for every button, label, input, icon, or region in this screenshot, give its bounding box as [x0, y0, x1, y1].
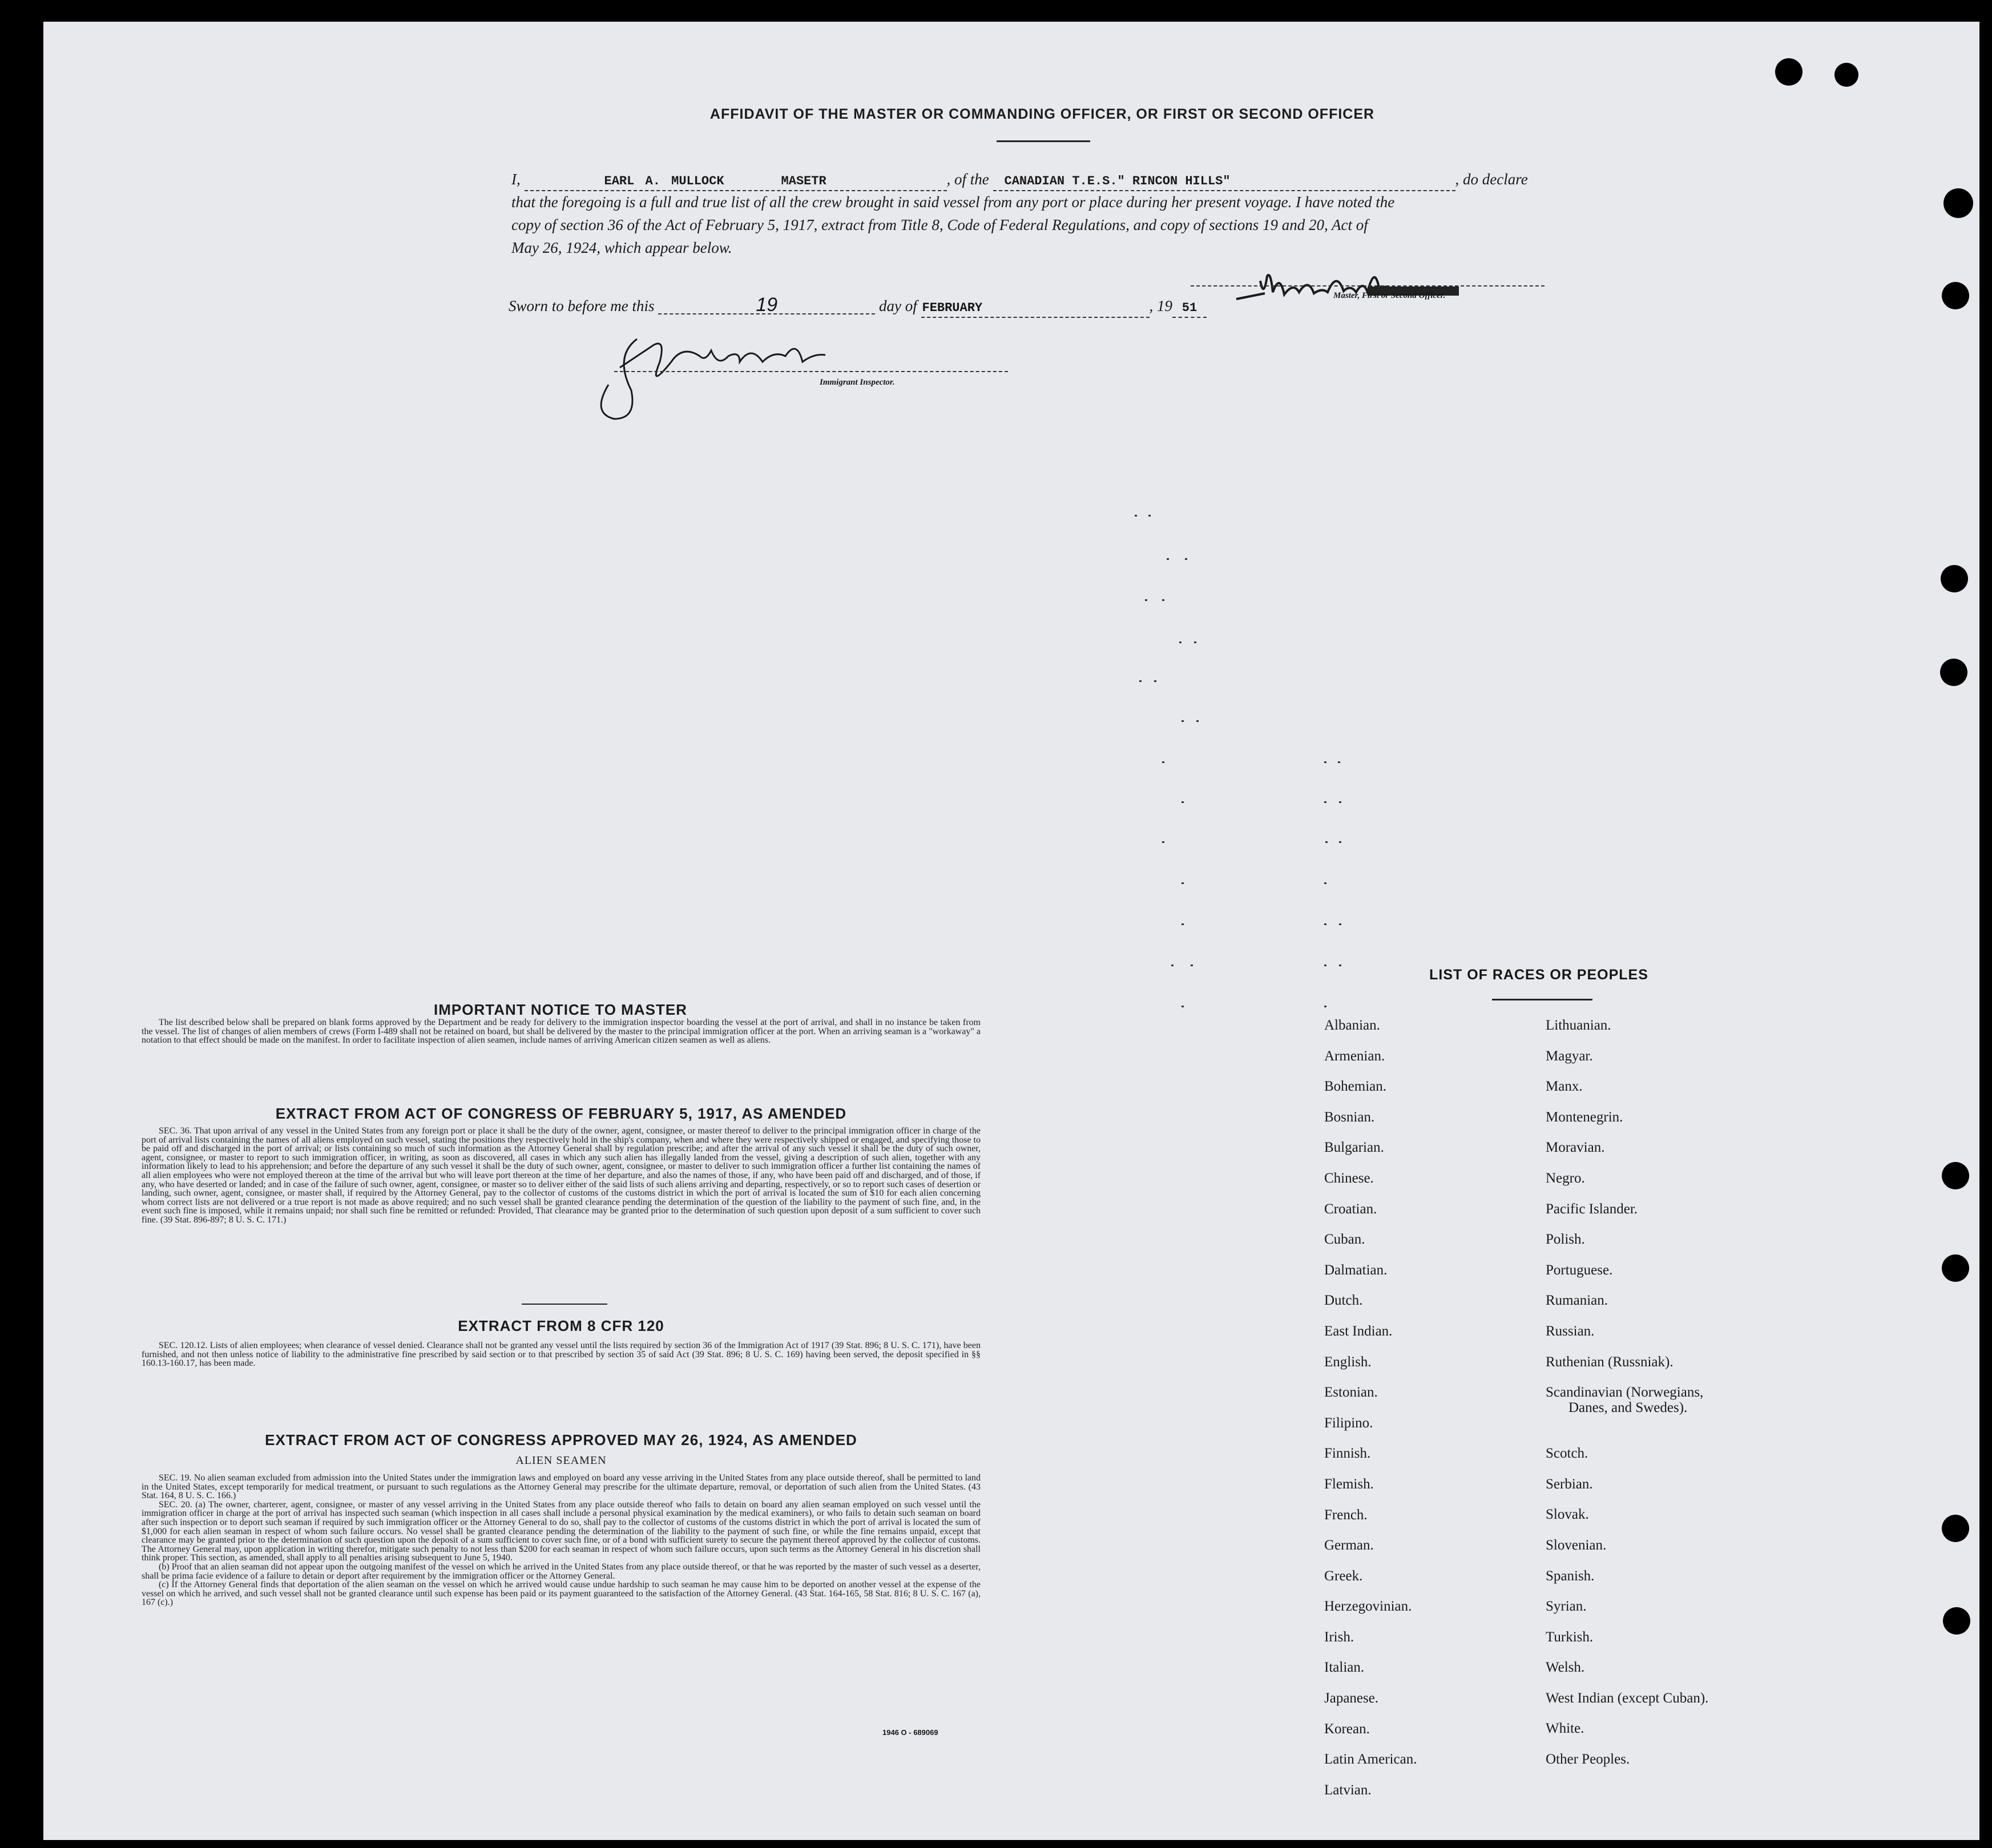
race-item: Rumanian. [1546, 1293, 1608, 1309]
declaration-line-4: May 26, 1924, which appear below. [511, 239, 732, 256]
race-item: Ruthenian (Russniak). [1546, 1354, 1674, 1370]
year-prefix: , 19 [1149, 297, 1172, 314]
race-item: Bosnian. [1324, 1109, 1375, 1125]
race-item: Serbian. [1546, 1476, 1593, 1492]
sworn-month: FEBRUARY [921, 300, 1150, 318]
inspector-caption: Immigrant Inspector. [820, 378, 895, 387]
sworn-prefix: Sworn to before me this [509, 297, 655, 314]
extract-1924-subtitle: ALIEN SEAMEN [515, 1454, 607, 1467]
notice-paragraph: The list described below shall be prepared on blank forms approved by the Department and be ready for delivery to the immigration inspector boarding the vessel at the port of arrival, and shall in no instance be taken from the vessel. The list of changes of alien members of crews (Form I-489 shall not be retained on board, but shall be delivered by the master to the principal immigration officer at the port. When an arriving seaman is a "workaway" a notation to that effect should be made on the manifest. In order to facilitate inspection of alien seamen, include names of arriving American citizen seamen as well as aliens. [142, 1018, 981, 1046]
section-20b-paragraph: (b) Proof that an alien seaman did not appear upon the outgoing manifest of the vessel on which he arrived in the United States from any place outside thereof, or that he was reported by the master of such vessel as a deserter, shall be prima facie evidence of a failure to detain or deport after requirement by the immigration officer or the Attorney General. [142, 1561, 981, 1581]
section-19-paragraph: SEC. 19. No alien seaman excluded from admission into the United States under the immigration laws and employed on board any vesse arriving in the United States from any place outside thereof, shall be permitted to land in the United States, except temporarily for medical treatment, or pursuant to such regulations as the Attorney General may prescribe for the ultimate departure, removal, or deportation of such alien from the United States. (43 Stat. 164, 8 U. S. C. 166.) [142, 1473, 981, 1501]
races-right-column [1546, 1010, 1708, 1775]
declaration-line-1 [511, 168, 1596, 191]
race-item: Spanish. [1546, 1568, 1595, 1584]
master-signature-caption: Master, First or Second Officer. [1333, 291, 1446, 300]
race-item: Bohemian. [1324, 1079, 1387, 1095]
sworn-year: 51 [1172, 300, 1207, 318]
race-item-line: Scandinavian (Norwegians, [1546, 1385, 1704, 1401]
sworn-line [509, 294, 1330, 318]
punch-hole [1942, 1254, 1969, 1282]
affidavit-title: AFFIDAVIT OF THE MASTER OR COMMANDING OFFICER, OR FIRST OR SECOND OFFICER [709, 106, 1375, 122]
race-item: Welsh. [1546, 1660, 1585, 1676]
race-item: Slovenian. [1546, 1537, 1607, 1553]
do-declare-text: , do declare [1455, 171, 1528, 188]
vessel-name: CANADIAN T.E.S." RINCON HILLS" [993, 173, 1455, 191]
divider [522, 1304, 607, 1305]
document-page [43, 22, 1979, 1840]
race-item: Armenian. [1324, 1048, 1385, 1064]
print-code: 1946 O - 689069 [882, 1728, 938, 1737]
section-20a-paragraph: SEC. 20. (a) The owner, charterer, agent, consignee, or master of any vessel arriving in the United States from any place outside thereof who fails to detain on board any alien seaman employed on such vessel until the immigration officer in charge at the port of arrival has inspected such seaman (which inspection in all cases shall include a personal physical examination by the medical examiners), or who fails to detain such seaman on board after such inspection or to deport such seaman if required by such immigration officer or the Attorney General to do so, shall pay to the collector of customs of the customs district in which the port of arrival is located the sum of $1,000 for each alien seaman in respect of whom such failure occurs. No vessel shall be granted clearance pending the determination of the liability to the payment of such fine, or while the fine remains unpaid, except that clearance may be granted prior to the determination of such question upon the deposit of a sum sufficient to cover such fine, or of a bond with sufficient surety to secure the payment thereof approved by the collector of customs. The Attorney General may, upon application in writing therefor, mitigate such penalty to not less than $200 for each seaman in respect of whom such failure occurs, upon such terms as the Attorney General in his discretion shall think proper. This section, as amended, shall apply to all penalties arising subsequent to June 5, 1940. [142, 1499, 981, 1563]
race-item: English. [1324, 1354, 1372, 1370]
declaration-prefix: I, [511, 171, 521, 188]
extract-1917-body [142, 1127, 981, 1225]
race-item-scandinavian [1546, 1377, 1708, 1438]
title-divider [997, 140, 1090, 142]
race-item: Irish. [1324, 1629, 1354, 1645]
section-120-paragraph: SEC. 120.12. Lists of alien employees; when clearance of vessel denied. Clearance shall not be granted any vessel until the lists required by section 36 of the Immigration Act of 1917 (39 Stat. 896; 8 U. S. C. 171), have been furnished, and not then unless notice of liability to the administrative fine prescribed by said section or to that prescribed by section 35 of said Act (39 Stat. 896; 8 U. S. C. 169) having been served, the deposit specified in §§ 160.13-160.17, has been made. [142, 1341, 981, 1369]
notice-body [142, 1018, 981, 1045]
race-item: Negro. [1546, 1170, 1585, 1186]
race-item: Polish. [1546, 1232, 1585, 1248]
extract-cfr-title: EXTRACT FROM 8 CFR 120 [458, 1317, 664, 1334]
race-item: Slovak. [1546, 1507, 1589, 1523]
race-item: Turkish. [1546, 1629, 1594, 1645]
race-item: Russian. [1546, 1323, 1595, 1339]
race-item: Flemish. [1324, 1476, 1374, 1492]
races-divider [1492, 999, 1592, 1000]
race-item: German. [1324, 1538, 1374, 1554]
officer-field [525, 173, 947, 191]
race-item: Croatian. [1324, 1201, 1377, 1217]
sworn-day: 19 [658, 296, 875, 314]
race-item: Lithuanian. [1546, 1018, 1611, 1033]
race-item: East Indian. [1324, 1323, 1393, 1339]
punch-hole [1943, 188, 1973, 218]
punch-hole [1942, 1515, 1969, 1542]
punch-hole [1940, 659, 1967, 686]
race-item: Bulgarian. [1324, 1140, 1384, 1156]
race-item: Manx. [1546, 1079, 1583, 1095]
day-of-text: day of [879, 297, 917, 314]
race-item: Other Peoples. [1546, 1752, 1630, 1768]
officer-rank: MASETR [781, 174, 826, 188]
punch-hole [1941, 565, 1968, 592]
declaration-line-2: that the foregoing is a full and true list of all the crew brought in said vessel from any port or place during her present voyage. I have noted the [511, 193, 1395, 211]
extract-1917-title: EXTRACT FROM ACT OF CONGRESS OF FEBRUARY 5, 1917, AS AMENDED [275, 1105, 847, 1122]
master-signature-line [1191, 285, 1545, 287]
race-item: Latin American. [1324, 1752, 1417, 1768]
race-item: Cuban. [1324, 1232, 1365, 1248]
section-36-paragraph: SEC. 36. That upon arrival of any vessel in the United States from any foreign port or place it shall be the duty of the owner, agent, consignee, or master thereof to deliver to the principal immigration officer in charge of the port of arrival lists containing the names of all aliens employed on such vessel, stating the positions they respectively hold in the ship's company, when and where they were respectively shipped or engaged, and specifying those to be paid off and discharged in the port of arrival; or lists containing so much of such information as the Attorney General shall by regulation prescribe; and after the arrival of any such vessel it shall be the duty of such owner, agent, consignee, or master to report to such immigration officer, in writing, as soon as discovered, all cases in which any such alien has illegally landed from the vessel, giving a description of such alien, together with any information likely to lead to his apprehension; and before the departure of any such vessel it shall be the duty of such owner, agent, consignee, or master to deliver to such immigration officer a further list containing the names of all alien employees who were not employed thereon at the time of the arrival but who will leave port thereon at the time of her departure, and also the names of those, if any, who have been paid off and discharged, and of those, if any, who have deserted or landed; and in case of the failure of such owner, agent, consignee, or master so to deliver either of the said lists of such aliens arriving and departing, respectively, or so to report such cases of desertion or landing, such owner, agent, consignee, or master shall, if required by the Attorney General, pay to the collector of customs of the customs district in which the port of arrival is located the sum of $10 for each alien concerning whom correct lists are not delivered or a true report is not made as above required; and no such vessel shall be granted clearance pending the determination of the question of the liability to the payment of such fine, and, in the event such fine is imposed, while it remains unpaid; nor shall such fine be remitted or refunded: Provided, That clearance may be granted prior to the determination of such question upon deposit of a sum sufficient to cover such fine. (39 Stat. 896-897; 8 U. S. C. 171.) [142, 1126, 981, 1225]
punch-hole [1834, 63, 1858, 87]
extract-cfr-body [142, 1341, 981, 1368]
race-item: Dutch. [1324, 1293, 1363, 1309]
race-item: Estonian. [1324, 1385, 1378, 1401]
punch-hole [1943, 1607, 1970, 1635]
race-item: Magyar. [1546, 1048, 1593, 1064]
race-item: Dalmatian. [1324, 1262, 1388, 1278]
race-item: Japanese. [1324, 1690, 1379, 1706]
race-item: Korean. [1324, 1721, 1370, 1737]
race-item: Albanian. [1324, 1018, 1380, 1033]
inspector-signature [568, 322, 865, 430]
section-20c-paragraph: (c) If the Attorney General finds that deportation of the alien seaman on the vessel on which he arrived would cause undue hardship to such seaman he may cause him to be deported on another vessel at the expense of the vessel on which he arrived, and such vessel shall not be granted clearance until such expense has been paid or its payment guaranteed to the satisfaction of the Attorney General. (43 Stat. 164-165, 58 Stat. 816; 8 U. S. C. 167 (a), 167 (c).) [142, 1580, 981, 1608]
extract-1924-body [142, 1474, 981, 1607]
declaration-line-3: copy of section 36 of the Act of February 5, 1917, extract from Title 8, Code of Federal Regulations, and copy of sections 19 and 20, Act of [511, 216, 1368, 233]
race-item: Portuguese. [1546, 1262, 1613, 1278]
race-item: Greek. [1324, 1568, 1363, 1584]
race-item: Pacific Islander. [1546, 1201, 1638, 1217]
race-item: Syrian. [1546, 1599, 1587, 1615]
race-item: Moravian. [1546, 1140, 1605, 1156]
punch-hole [1942, 1162, 1969, 1189]
race-item: Herzegovinian. [1324, 1599, 1412, 1615]
notice-title: IMPORTANT NOTICE TO MASTER [434, 1001, 687, 1018]
race-item: Finnish. [1324, 1446, 1371, 1462]
races-left-column [1324, 1010, 1417, 1805]
race-item: Chinese. [1324, 1170, 1374, 1186]
race-item: Scotch. [1546, 1446, 1588, 1462]
punch-hole [1775, 58, 1803, 86]
race-item: West Indian (except Cuban). [1546, 1690, 1709, 1706]
of-the-text: , of the [946, 171, 989, 188]
race-item-line: Danes, and Swedes). [1568, 1400, 1688, 1416]
extract-1924-title: EXTRACT FROM ACT OF CONGRESS APPROVED MAY 26, 1924, AS AMENDED [265, 1431, 857, 1448]
inspector-signature-line [614, 371, 1008, 372]
race-item: Latvian. [1324, 1782, 1372, 1798]
race-item: White. [1546, 1721, 1584, 1737]
declaration-paragraph [511, 168, 1596, 259]
race-item: Italian. [1324, 1660, 1365, 1676]
races-title: LIST OF RACES OR PEOPLES [1429, 967, 1648, 983]
race-item: Montenegrin. [1546, 1109, 1623, 1125]
race-item: French. [1324, 1507, 1368, 1523]
race-item: Filipino. [1324, 1415, 1373, 1431]
officer-name: EARL A. MULLOCK [604, 174, 724, 188]
punch-hole [1942, 282, 1969, 309]
